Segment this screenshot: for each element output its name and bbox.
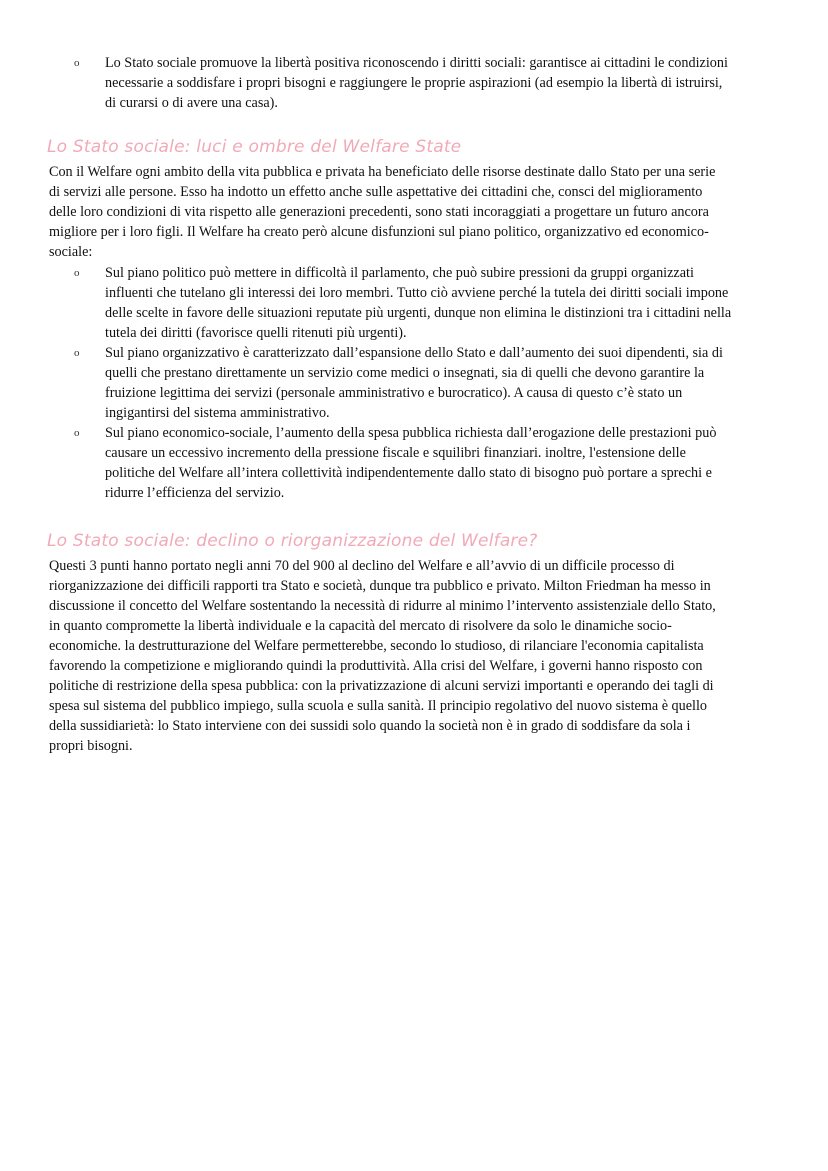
section-paragraph (49, 162, 784, 262)
text-line: in quanto compromette la libertà individuale e la capacità del mercato di risolvere da solo le dinamiche socio- (49, 618, 672, 634)
hollow-circle-bullet-icon: o (74, 427, 80, 439)
text-line: favorendo la competizione e migliorando quindi la produttività. Alla crisi del Welfare, i governi hanno risposto con (49, 658, 703, 674)
text-line: spesa sul sistema del pubblico impiego, sulla scuola e sulla sanità. Il principio regolativo del nuovo sistema è quello (49, 698, 708, 714)
text-line: Con il Welfare ogni ambito della vita pubblica e privata ha beneficiato delle risorse destinate dallo Stato per una serie (49, 164, 716, 180)
hollow-circle-bullet-icon: o (74, 57, 80, 69)
text-line: politiche del Welfare all’intera collettività indipendentemente dallo stato di bisogno può portare a sprechi e (105, 465, 712, 481)
text-line: Questi 3 punti hanno portato negli anni 70 del 900 al declino del Welfare e all’avvio di un difficile processo di (49, 558, 675, 574)
text-line: Sul piano politico può mettere in difficoltà il parlamento, che può subire pressioni da gruppi organizzati (105, 265, 694, 281)
text-line: di curarsi o di avere una casa). (105, 95, 278, 111)
text-line: politiche di restrizione della spesa pubblica: con la privatizzazione di alcuni servizi importanti e operando dei tagli di (49, 678, 714, 694)
text-line: Sul piano economico-sociale, l’aumento della spesa pubblica richiesta dall’erogazione delle prestazioni può (105, 425, 717, 441)
text-line: riorganizzazione dei difficili rapporti tra Stato e società, dunque tra pubblico e privato. Milton Friedman ha messo in (49, 578, 711, 594)
list-item (49, 263, 784, 343)
text-line: delle scelte in favore delle situazioni reputate più urgenti, dunque non elimina le distinzioni tra i cittadini nella (105, 305, 732, 321)
text-line: economiche. la destrutturazione del Welfare permetterebbe, secondo lo studioso, di rilanciare l'economia capitalista (49, 638, 704, 654)
text-line: ingigantirsi del sistema amministrativo. (105, 405, 330, 421)
text-line: necessarie a soddisfare i propri bisogni e raggiungere le proprie aspirazioni (ad esempio la libertà di istruirsi, (105, 75, 723, 91)
list-item (49, 423, 784, 503)
text-line: delle loro condizioni di vita rispetto alle generazioni precedenti, sono stati incoraggiati a progettare un futuro ancora (49, 204, 709, 220)
text-line: causare un eccessivo incremento della pressione fiscale e squilibri finanziari. inoltre, l'estensione delle (105, 445, 686, 461)
list-item (49, 343, 784, 423)
text-line: ridurre l’efficienza del servizio. (105, 485, 285, 501)
text-line: fruizione legittima dei servizi (personale amministrativo e burocratico). A causa di questo c’è stato un (105, 385, 683, 401)
text-line: Lo Stato sociale promuove la libertà positiva riconoscendo i diritti sociali: garantisce ai cittadini le condizioni (105, 55, 728, 71)
text-line: discussione il concetto del Welfare sostentando la necessità di ridurre al minimo l’intervento assistenziale dello Stato, (49, 598, 716, 614)
text-line: della sussidiarietà: lo Stato interviene con dei sussidi solo quando la società non è in grado di soddisfare da sola i (49, 718, 691, 734)
text-line: propri bisogni. (49, 738, 133, 754)
text-line: sociale: (49, 244, 93, 260)
disfunzioni-bullet-list (49, 263, 784, 503)
intro-bullet-list (49, 53, 784, 113)
text-line: tutela dei diritti (favorisce quelli ritenuti più urgenti). (105, 325, 407, 341)
text-line: quelli che prestano direttamente un servizio come medici o insegnati, sia di quelli che devono garantire la (105, 365, 705, 381)
section-heading-luci-ombre: Lo Stato sociale: luci e ombre del Welfare State (47, 137, 462, 157)
section-paragraph (49, 556, 784, 756)
text-line: influenti che tutelano gli interessi dei loro membri. Tutto ciò avviene perché la tutela dei diritti sociali impone (105, 285, 729, 301)
list-item (49, 53, 784, 113)
text-line: di servizi alle persone. Esso ha indotto un effetto anche sulle aspettative dei cittadini che, consci del miglioramento (49, 184, 703, 200)
hollow-circle-bullet-icon: o (74, 347, 80, 359)
text-line: Sul piano organizzativo è caratterizzato dall’espansione dello Stato e dall’aumento dei suoi dipendenti, sia di (105, 345, 723, 361)
text-line: migliore per i loro figli. Il Welfare ha creato però alcune disfunzioni sul piano politico, organizzativo ed economico- (49, 224, 709, 240)
hollow-circle-bullet-icon: o (74, 267, 80, 279)
section-heading-declino: Lo Stato sociale: declino o riorganizzazione del Welfare? (47, 531, 538, 551)
